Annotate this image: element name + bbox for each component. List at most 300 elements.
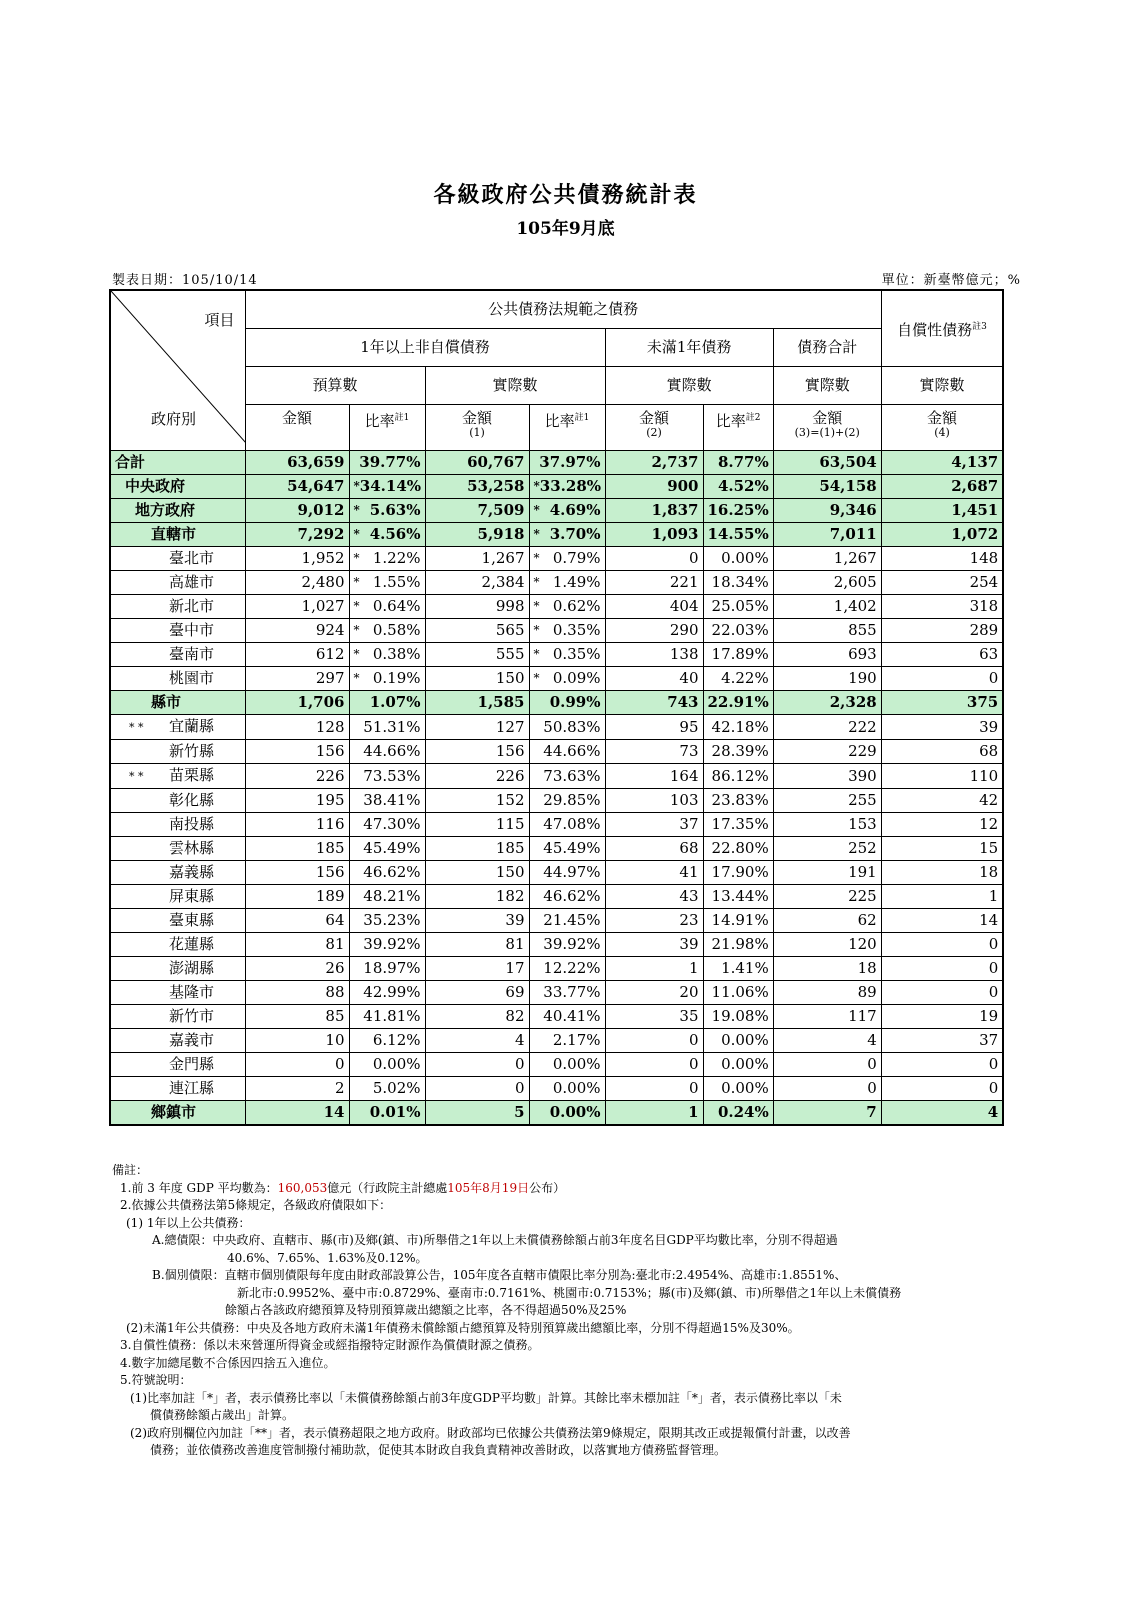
actual-rate-value: 73.63% bbox=[543, 766, 601, 785]
self-liquidating-amount bbox=[881, 957, 1003, 981]
budget-rate bbox=[349, 861, 425, 885]
table-row bbox=[110, 715, 1003, 740]
asterisk-mark: * bbox=[353, 599, 360, 613]
total-debt-amount bbox=[773, 861, 881, 885]
budget-rate bbox=[349, 475, 425, 499]
row-label-text: 臺中市 bbox=[169, 621, 215, 639]
actual-amount bbox=[425, 933, 529, 957]
asterisk-mark: * bbox=[533, 527, 540, 541]
budget-amount bbox=[245, 933, 349, 957]
note-2: 2.依據公共債務法第5條規定，各級政府債限如下： bbox=[120, 1198, 392, 1212]
row-label-text: 鄉鎮市 bbox=[151, 1103, 197, 1121]
self-liquidating-amount bbox=[881, 451, 1003, 475]
actual-rate-value: 46.62% bbox=[543, 887, 601, 905]
actual-amount bbox=[425, 595, 529, 619]
short-term-rate-value: 0.00% bbox=[721, 549, 769, 567]
self-liquidating-amount bbox=[881, 740, 1003, 764]
row-label-text: 南投縣 bbox=[169, 815, 215, 833]
total-debt-amount-value: 2,328 bbox=[829, 693, 877, 711]
asterisk-mark: * bbox=[353, 671, 360, 685]
actual-amount-value: 82 bbox=[505, 1007, 525, 1025]
table-row bbox=[110, 837, 1003, 861]
header-rate: 比率$^{註2}$ bbox=[703, 405, 773, 451]
budget-rate-value: 39.77% bbox=[359, 453, 421, 471]
budget-amount-value: 26 bbox=[325, 959, 345, 977]
budget-amount-value: 195 bbox=[315, 791, 345, 809]
row-label bbox=[110, 595, 245, 619]
actual-amount bbox=[425, 909, 529, 933]
short-term-rate-value: 22.80% bbox=[711, 839, 769, 857]
actual-amount-value: 185 bbox=[495, 839, 525, 857]
row-label bbox=[110, 619, 245, 643]
budget-rate bbox=[349, 1029, 425, 1053]
total-debt-amount-value: 2,605 bbox=[833, 573, 877, 591]
actual-amount-value: 150 bbox=[495, 863, 525, 881]
budget-amount bbox=[245, 981, 349, 1005]
budget-amount-value: 116 bbox=[315, 815, 345, 833]
row-label bbox=[110, 499, 245, 523]
actual-rate-value: 45.49% bbox=[543, 839, 601, 857]
short-term-rate bbox=[703, 643, 773, 667]
total-debt-amount-value: 7 bbox=[866, 1103, 877, 1121]
budget-amount bbox=[245, 475, 349, 499]
actual-amount bbox=[425, 789, 529, 813]
budget-amount-value: 64 bbox=[325, 911, 345, 929]
self-liquidating-amount bbox=[881, 764, 1003, 789]
page-title: 各級政府公共債務統計表 bbox=[433, 182, 698, 208]
short-term-rate-value: 22.91% bbox=[707, 693, 769, 711]
short-term-rate bbox=[703, 451, 773, 475]
short-term-rate bbox=[703, 667, 773, 691]
self-liquidating-amount bbox=[881, 789, 1003, 813]
budget-amount bbox=[245, 1029, 349, 1053]
short-term-rate bbox=[703, 764, 773, 789]
budget-rate-value: 42.99% bbox=[363, 983, 421, 1001]
row-label bbox=[110, 451, 245, 475]
budget-amount bbox=[245, 885, 349, 909]
row-label-text: 彰化縣 bbox=[169, 791, 215, 809]
actual-amount bbox=[425, 619, 529, 643]
short-term-amount-value: 37 bbox=[679, 815, 699, 833]
actual-rate-value: 40.41% bbox=[543, 1007, 601, 1025]
actual-amount-value: 7,509 bbox=[477, 501, 525, 519]
header-amount: 金額 (4) bbox=[881, 405, 1003, 451]
table-row bbox=[110, 451, 1003, 475]
self-liquidating-amount-value: 0 bbox=[988, 1055, 999, 1073]
short-term-amount-value: 2,737 bbox=[651, 453, 699, 471]
actual-rate bbox=[529, 475, 605, 499]
table-row bbox=[110, 957, 1003, 981]
actual-amount-value: 53,258 bbox=[467, 477, 525, 495]
self-liquidating-amount-value: 12 bbox=[979, 815, 999, 833]
table-row bbox=[110, 1077, 1003, 1101]
actual-rate bbox=[529, 885, 605, 909]
actual-rate-value: 12.22% bbox=[543, 959, 601, 977]
short-term-rate-value: 11.06% bbox=[711, 983, 769, 1001]
note-4: 4.數字加總尾數不合係因四捨五入進位。 bbox=[120, 1355, 336, 1370]
total-debt-amount-value: 222 bbox=[848, 717, 877, 736]
note-2-1-b-cont: 餘額占各該政府總預算及特別預算歲出總額之比率，各不得超過50%及25% bbox=[225, 1303, 627, 1317]
actual-rate-value: 2.17% bbox=[552, 1031, 601, 1049]
self-liquidating-amount bbox=[881, 861, 1003, 885]
self-liquidating-amount-value: 110 bbox=[969, 766, 999, 785]
actual-amount bbox=[425, 571, 529, 595]
short-term-amount-value: 23 bbox=[679, 911, 699, 929]
total-debt-amount bbox=[773, 957, 881, 981]
total-debt-amount-value: 89 bbox=[857, 983, 877, 1001]
short-term-amount bbox=[605, 547, 703, 571]
note-2-1-b: B.個別債限：直轄市個別債限每年度由財政部設算公告，105年度各直轄市債限比率分別為:臺北市:2.4954%、高雄市:1.8551%、 bbox=[152, 1268, 847, 1282]
table-row bbox=[110, 981, 1003, 1005]
budget-amount-value: 185 bbox=[315, 839, 345, 857]
table-row bbox=[110, 571, 1003, 595]
header-self-liquidating: 自償性債務$^{註3}$ bbox=[881, 290, 1003, 367]
row-label-text: 嘉義市 bbox=[169, 1031, 215, 1049]
short-term-rate-value: 23.83% bbox=[711, 791, 769, 809]
budget-amount-value: 226 bbox=[315, 766, 345, 785]
budget-amount bbox=[245, 1077, 349, 1101]
self-liquidating-amount-value: 63 bbox=[979, 645, 999, 663]
asterisk-mark: * bbox=[533, 647, 540, 661]
total-debt-amount-value: 120 bbox=[848, 935, 877, 953]
total-debt-amount-value: 7,011 bbox=[829, 525, 877, 543]
table-row bbox=[110, 1029, 1003, 1053]
actual-rate bbox=[529, 837, 605, 861]
note-5-1-cont: 償債務餘額占歲出」計算。 bbox=[150, 1408, 295, 1422]
row-label bbox=[110, 1077, 245, 1101]
actual-amount-value: 60,767 bbox=[467, 453, 525, 471]
budget-rate-value: 0.64% bbox=[372, 597, 421, 615]
table-row bbox=[110, 523, 1003, 547]
budget-amount bbox=[245, 1005, 349, 1029]
short-term-rate-value: 16.25% bbox=[707, 501, 769, 519]
budget-rate bbox=[349, 885, 425, 909]
actual-amount bbox=[425, 1077, 529, 1101]
table-row bbox=[110, 691, 1003, 715]
header-item: 項目 bbox=[204, 311, 235, 329]
unit-label: 單位：新臺幣億元；% bbox=[881, 273, 1021, 288]
actual-amount bbox=[425, 667, 529, 691]
budget-rate bbox=[349, 957, 425, 981]
note-3: 3.自償性債務：係以未來營運所得資金或經指撥特定財源作為償債財源之債務。 bbox=[120, 1338, 540, 1352]
asterisk-mark: * bbox=[353, 551, 360, 565]
actual-amount bbox=[425, 1053, 529, 1077]
total-debt-amount-value: 0 bbox=[867, 1055, 877, 1073]
note-5-2-cont: 債務；並依債務改善進度管制撥付補助款，促使其本財政自我負責精神改善財政，以落實地方債務監督管理。 bbox=[150, 1443, 727, 1457]
self-liquidating-amount bbox=[881, 475, 1003, 499]
self-liquidating-amount bbox=[881, 1101, 1003, 1126]
row-label-text: 縣市 bbox=[151, 693, 182, 711]
short-term-amount bbox=[605, 813, 703, 837]
header-amount: 金額 (3)=(1)+(2) bbox=[773, 405, 881, 451]
budget-rate-value: 46.62% bbox=[363, 863, 421, 881]
total-debt-amount bbox=[773, 499, 881, 523]
actual-rate bbox=[529, 691, 605, 715]
actual-amount bbox=[425, 451, 529, 475]
short-term-rate-value: 86.12% bbox=[711, 766, 769, 785]
row-label bbox=[110, 571, 245, 595]
self-liquidating-amount-value: 42 bbox=[979, 791, 999, 809]
short-term-rate-value: 14.91% bbox=[711, 911, 769, 929]
row-label-text: 合計 bbox=[115, 453, 146, 471]
actual-rate bbox=[529, 451, 605, 475]
budget-amount-value: 10 bbox=[325, 1031, 345, 1049]
budget-rate bbox=[349, 1053, 425, 1077]
budget-amount-value: 7,292 bbox=[297, 525, 345, 543]
row-label-text: 高雄市 bbox=[169, 573, 215, 591]
actual-amount-value: 0 bbox=[514, 1079, 525, 1097]
total-debt-amount bbox=[773, 691, 881, 715]
total-debt-amount bbox=[773, 764, 881, 789]
total-debt-amount bbox=[773, 740, 881, 764]
row-label bbox=[110, 957, 245, 981]
short-term-amount-value: 138 bbox=[669, 645, 699, 663]
total-debt-amount-value: 4 bbox=[867, 1031, 877, 1049]
note-1: 1.前 3 年度 GDP 平均數為：160,053億元（行政院主計總處105年8月19日公布） bbox=[120, 1180, 566, 1195]
short-term-rate-value: 4.22% bbox=[721, 669, 769, 687]
table-row bbox=[110, 547, 1003, 571]
budget-rate-value: 38.41% bbox=[363, 791, 421, 809]
header-public-law: 公共債務法規範之債務 bbox=[245, 290, 881, 329]
actual-rate-value: 1.49% bbox=[552, 573, 601, 591]
note-2-1: (1) 1年以上公共債務： bbox=[126, 1215, 251, 1230]
short-term-amount-value: 404 bbox=[669, 597, 699, 615]
row-label bbox=[110, 764, 245, 789]
actual-rate-value: 0.09% bbox=[552, 669, 601, 687]
budget-rate bbox=[349, 837, 425, 861]
row-label-text: 屏東縣 bbox=[169, 887, 215, 905]
row-label bbox=[110, 981, 245, 1005]
table-row bbox=[110, 909, 1003, 933]
asterisk-mark: * bbox=[533, 551, 540, 565]
table-row bbox=[110, 619, 1003, 643]
budget-amount-value: 1,952 bbox=[301, 549, 345, 567]
budget-amount-value: 612 bbox=[315, 645, 345, 663]
short-term-amount bbox=[605, 451, 703, 475]
actual-amount-value: 2,384 bbox=[481, 573, 525, 591]
row-label-text: 臺北市 bbox=[169, 549, 215, 567]
self-liquidating-amount bbox=[881, 595, 1003, 619]
short-term-rate bbox=[703, 909, 773, 933]
self-liquidating-amount-value: 148 bbox=[969, 549, 999, 567]
short-term-rate-value: 42.18% bbox=[711, 717, 769, 736]
short-term-rate-value: 17.89% bbox=[711, 645, 769, 663]
budget-amount-value: 156 bbox=[315, 742, 345, 760]
budget-amount-value: 54,647 bbox=[287, 477, 345, 495]
actual-rate-value: 39.92% bbox=[543, 935, 601, 953]
short-term-amount bbox=[605, 523, 703, 547]
budget-amount bbox=[245, 1053, 349, 1077]
budget-rate bbox=[349, 764, 425, 789]
short-term-rate bbox=[703, 885, 773, 909]
self-liquidating-amount-value: 2,687 bbox=[951, 477, 999, 495]
total-debt-amount-value: 390 bbox=[848, 766, 877, 785]
short-term-rate-value: 0.00% bbox=[721, 1031, 769, 1049]
short-term-amount-value: 39 bbox=[679, 935, 699, 953]
row-label bbox=[110, 667, 245, 691]
actual-rate bbox=[529, 957, 605, 981]
budget-rate-value: 73.53% bbox=[363, 766, 421, 785]
short-term-amount-value: 35 bbox=[679, 1007, 699, 1025]
row-label-text: 連江縣 bbox=[169, 1079, 215, 1097]
row-label-text: 基隆市 bbox=[169, 983, 215, 1001]
actual-amount-value: 555 bbox=[495, 645, 525, 663]
budget-rate-value: 4.56% bbox=[369, 525, 421, 543]
actual-rate bbox=[529, 813, 605, 837]
short-term-rate bbox=[703, 837, 773, 861]
total-debt-amount bbox=[773, 813, 881, 837]
budget-amount bbox=[245, 523, 349, 547]
budget-amount bbox=[245, 595, 349, 619]
note-2-1-b-cont: 新北市:0.9952%、臺中市:0.8729%、臺南市:0.7161%、桃園市:0.7153%；縣(市)及鄉(鎮、市)所舉借之1年以上未償債務 bbox=[237, 1285, 902, 1300]
budget-rate bbox=[349, 1005, 425, 1029]
self-liquidating-amount bbox=[881, 813, 1003, 837]
actual-rate bbox=[529, 764, 605, 789]
self-liquidating-amount bbox=[881, 523, 1003, 547]
asterisk-mark: * bbox=[353, 623, 360, 637]
short-term-rate-value: 22.03% bbox=[711, 621, 769, 639]
row-label-text: 苗栗縣 bbox=[169, 766, 215, 784]
header-total-debt: 債務合計 bbox=[773, 329, 881, 367]
budget-rate bbox=[349, 789, 425, 813]
total-debt-amount bbox=[773, 1053, 881, 1077]
actual-rate-value: 47.08% bbox=[543, 815, 601, 833]
debt-table bbox=[109, 289, 1004, 1126]
budget-amount bbox=[245, 619, 349, 643]
budget-amount bbox=[245, 764, 349, 789]
self-liquidating-amount-value: 318 bbox=[969, 597, 999, 615]
short-term-amount bbox=[605, 1077, 703, 1101]
header-rate: 比率$^{註1}$ bbox=[349, 405, 425, 451]
self-liquidating-amount-value: 19 bbox=[979, 1007, 999, 1025]
total-debt-amount-value: 1,267 bbox=[833, 549, 877, 567]
actual-amount bbox=[425, 957, 529, 981]
budget-amount-value: 189 bbox=[315, 887, 345, 905]
self-liquidating-amount-value: 4 bbox=[987, 1103, 999, 1121]
actual-rate bbox=[529, 595, 605, 619]
budget-rate bbox=[349, 909, 425, 933]
budget-rate-value: 1.07% bbox=[369, 693, 421, 711]
short-term-amount-value: 0 bbox=[688, 1055, 699, 1073]
table-row bbox=[110, 1005, 1003, 1029]
short-term-amount bbox=[605, 643, 703, 667]
total-debt-amount bbox=[773, 1029, 881, 1053]
actual-amount bbox=[425, 981, 529, 1005]
actual-amount-value: 5,918 bbox=[477, 525, 525, 543]
actual-amount-value: 182 bbox=[495, 887, 525, 905]
budget-rate-value: 0.38% bbox=[372, 645, 421, 663]
self-liquidating-amount-value: 375 bbox=[966, 693, 999, 711]
budget-amount bbox=[245, 789, 349, 813]
total-debt-amount-value: 225 bbox=[848, 887, 877, 905]
short-term-amount bbox=[605, 571, 703, 595]
self-liquidating-amount-value: 1,451 bbox=[951, 501, 999, 519]
actual-rate bbox=[529, 499, 605, 523]
short-term-rate-value: 17.90% bbox=[711, 863, 769, 881]
actual-amount-value: 39 bbox=[505, 911, 525, 929]
budget-rate-value: 0.19% bbox=[372, 669, 421, 687]
short-term-amount bbox=[605, 789, 703, 813]
self-liquidating-amount-value: 254 bbox=[969, 573, 999, 591]
budget-amount-value: 63,659 bbox=[287, 453, 345, 471]
total-debt-amount bbox=[773, 933, 881, 957]
short-term-rate-value: 0.00% bbox=[721, 1079, 769, 1097]
row-label bbox=[110, 475, 245, 499]
short-term-rate-value: 1.41% bbox=[721, 959, 769, 977]
budget-rate-value: 5.63% bbox=[369, 501, 421, 519]
short-term-rate bbox=[703, 1029, 773, 1053]
actual-rate bbox=[529, 1005, 605, 1029]
short-term-rate-value: 25.05% bbox=[711, 597, 769, 615]
budget-amount-value: 1,027 bbox=[301, 597, 345, 615]
total-debt-amount bbox=[773, 523, 881, 547]
budget-amount bbox=[245, 667, 349, 691]
budget-rate bbox=[349, 813, 425, 837]
actual-amount bbox=[425, 691, 529, 715]
budget-rate-value: 47.30% bbox=[363, 815, 421, 833]
actual-amount bbox=[425, 837, 529, 861]
actual-rate-value: 0.00% bbox=[552, 1079, 601, 1097]
short-term-amount-value: 103 bbox=[669, 791, 699, 809]
actual-rate bbox=[529, 933, 605, 957]
header-over-1y: 1年以上非自償債務 bbox=[245, 329, 605, 367]
short-term-rate bbox=[703, 1005, 773, 1029]
budget-amount-value: 924 bbox=[315, 621, 345, 639]
actual-amount-value: 150 bbox=[495, 669, 525, 687]
short-term-amount bbox=[605, 619, 703, 643]
total-debt-amount bbox=[773, 789, 881, 813]
over-limit-mark: * * bbox=[129, 721, 144, 734]
budget-rate bbox=[349, 547, 425, 571]
actual-amount-value: 1,267 bbox=[481, 549, 525, 567]
actual-amount bbox=[425, 740, 529, 764]
actual-rate-value: 37.97% bbox=[539, 453, 601, 471]
short-term-amount bbox=[605, 909, 703, 933]
short-term-rate bbox=[703, 861, 773, 885]
budget-amount bbox=[245, 957, 349, 981]
total-debt-amount bbox=[773, 981, 881, 1005]
short-term-amount-value: 0 bbox=[688, 1031, 699, 1049]
short-term-rate bbox=[703, 740, 773, 764]
total-debt-amount-value: 229 bbox=[848, 742, 877, 760]
actual-rate bbox=[529, 1029, 605, 1053]
row-label-text: 澎湖縣 bbox=[169, 959, 215, 977]
self-liquidating-amount bbox=[881, 667, 1003, 691]
actual-rate bbox=[529, 909, 605, 933]
self-liquidating-amount-value: 4,137 bbox=[951, 453, 999, 471]
actual-amount-value: 17 bbox=[505, 959, 525, 977]
short-term-rate bbox=[703, 813, 773, 837]
short-term-rate-value: 0.00% bbox=[721, 1055, 769, 1073]
table-row bbox=[110, 861, 1003, 885]
short-term-amount bbox=[605, 764, 703, 789]
budget-amount bbox=[245, 691, 349, 715]
budget-amount bbox=[245, 451, 349, 475]
short-term-amount-value: 290 bbox=[669, 621, 699, 639]
short-term-rate-value: 28.39% bbox=[711, 742, 769, 760]
short-term-rate bbox=[703, 571, 773, 595]
actual-amount bbox=[425, 643, 529, 667]
short-term-amount-value: 40 bbox=[679, 669, 699, 687]
total-debt-amount bbox=[773, 475, 881, 499]
short-term-amount bbox=[605, 1101, 703, 1126]
short-term-rate bbox=[703, 1101, 773, 1126]
self-liquidating-amount bbox=[881, 643, 1003, 667]
total-debt-amount-value: 54,158 bbox=[819, 477, 877, 495]
self-liquidating-amount bbox=[881, 547, 1003, 571]
budget-rate-value: 18.97% bbox=[363, 959, 421, 977]
table-row bbox=[110, 813, 1003, 837]
